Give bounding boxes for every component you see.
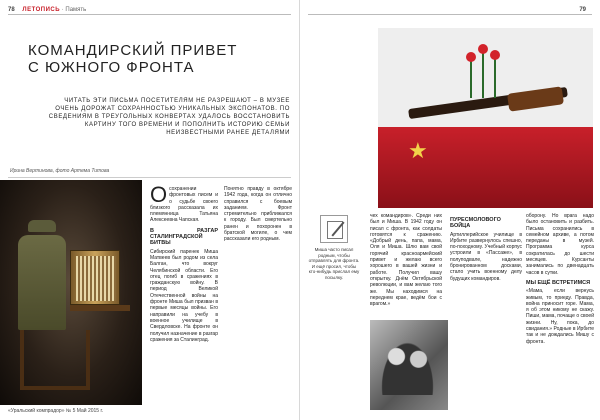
article-column-3 (370, 213, 442, 317)
subhead-stalingrad: В РАЗГАР СТАЛИНГРАДСКОЙ БИТВЫ (150, 227, 218, 247)
divider (8, 177, 291, 178)
column-5-body: оборону. Но врага надо было остановить и разбить. Письма сохранились в семейном архиве, а потом переданы в музей. Программа курса сократилась до шести месяцев. Курсанты занимались по двенадцать часов в сутки. (526, 213, 594, 276)
still-life-photo (0, 180, 142, 405)
sidebar-note: Миша часто писал родным, чтобы отправлять для фронта. И ещё просил, чтобы кто-нибудь прислал ему посылку. (308, 247, 360, 280)
subhead-fighter: ПУРЕСМОЛОВОГО БОЙЦА (450, 217, 501, 230)
field-cap (28, 220, 56, 232)
right-page (300, 0, 600, 420)
table (70, 305, 130, 311)
carnation-stem (482, 50, 484, 98)
intro-paragraph: сохранении фронтовых писем и о судьбе своего близкого рассказала их племянница Татьяна Алексеевна Чапская. (150, 186, 218, 224)
column-1-body: Сибирский паренек Миша Матвеев был родом из села Балган, что вокруг Челябинской области. Его отец погиб в сражениях в гражданскую войну. В период Великой Отечественной войны на фронте Миша был призван в первые месяцы войны. Его направили на учебу в военное училище в Свердловске. На фронте он получил назначение в разгар сражения за Сталинград. (150, 248, 218, 343)
rifle-stock (507, 86, 564, 111)
pencil-note-icon (320, 215, 348, 243)
article-column-5 (526, 213, 594, 413)
article-column-1 (150, 182, 218, 401)
rifle-flag-photo (378, 28, 593, 208)
accordion (70, 250, 120, 305)
column-4-body: Артиллерийское училище в Ирбите развернулось спешно, по-походному. Учебный корпус устроили в «Пассаже», в полуподвале, надежно бронированном досками, стало учить военному делу будущих командиров. (450, 231, 522, 282)
byline-credit: Ирина Вертинова, фото Артема Титова (10, 168, 110, 174)
article-column-2 (224, 186, 292, 401)
section-title: ЛЕТОПИСЬ (22, 7, 61, 13)
column-3-body: чех командиров». Среди них был и Миша. В 1942 году он писал с фронта, как солдаты готовятся к сражению. «Добрый день, папа, мама, Оля и Миша. Шлю вам свой горячий красноармейский привет и желаю всего хорошего в вашей жизни и работе. Получил вашу открытку. Днём Октябрьской революции, и вам желаю того же. Мы находимся на переднем крае, ведём бои с врагом.» (370, 213, 442, 308)
people-figures (380, 340, 435, 395)
column-5-body-2: «Мама, если вернусь живым, то приеду. Правда, война приносит горе. Мама, я об этом никому не скажу. Пиши, мама, почаще о своей жизни. Ну, пока, до свидания.» Родные в Ирбите так и не дождались Мишу с фронта. (526, 288, 594, 345)
page-number-right: 79 (579, 7, 586, 13)
carnation (466, 52, 476, 62)
drop-cap: О (150, 182, 168, 207)
running-header-right (308, 5, 592, 15)
article-column-4 (450, 213, 522, 413)
carnation (490, 50, 500, 60)
subsection-title: Память (65, 7, 87, 13)
headline-line-2: С ЮЖНОГО ФРОНТА (28, 59, 195, 76)
subhead-meet-again: МЫ ЕЩЁ ВСТРЕТИМСЯ (526, 279, 591, 286)
column-2-body: Понятно правду в октябре 1942 года, когда он отлично справился с боевым заданием. Фронт стремительно приближался к городу. Был смертельно ранен и похоронен в братской могиле, о чем рассказали его родным. (224, 186, 292, 243)
carnation-stem (470, 58, 472, 98)
headline (28, 42, 278, 76)
carnation-stem (494, 56, 496, 98)
carnation (478, 44, 488, 54)
lede-paragraph: ЧИТАТЬ ЭТИ ПИСЬМА ПОСЕТИТЕЛЯМ НЕ РАЗРЕШАЮТ – В МУЗЕЕ ОЧЕНЬ ДОРОЖАТ СОХРАННОСТЬЮ УНИКАЛЬНЫХ ЭКСПОНАТОВ. ПО СВЕДЕНИЯМ В ТРЕУГОЛЬНЫХ КОНВЕРТАХ УДАЛОСЬ ВОССТАНОВИТЬ КАРТИНУ ТОГО ВРЕМЕНИ И ПОПОЛНИТЬ ИСТОРИЮ СЕМЬИ НЕИЗВЕСТНЫМИ РАНЕЕ ДЕТАЛЯМИ (48, 98, 290, 136)
star-icon: ★ (408, 138, 428, 163)
page-number-left: 78 (8, 7, 15, 13)
headline-line-1: КОМАНДИРСКИЙ ПРИВЕТ (28, 42, 238, 59)
issue-footer: «Уральский компрадор» № 5 Май 2015 г. (8, 408, 104, 414)
chair (20, 330, 90, 390)
running-header-left: 78 ЛЕТОПИСЬ · Память (8, 5, 291, 15)
archival-photo (370, 320, 448, 410)
military-tunic (18, 235, 66, 330)
